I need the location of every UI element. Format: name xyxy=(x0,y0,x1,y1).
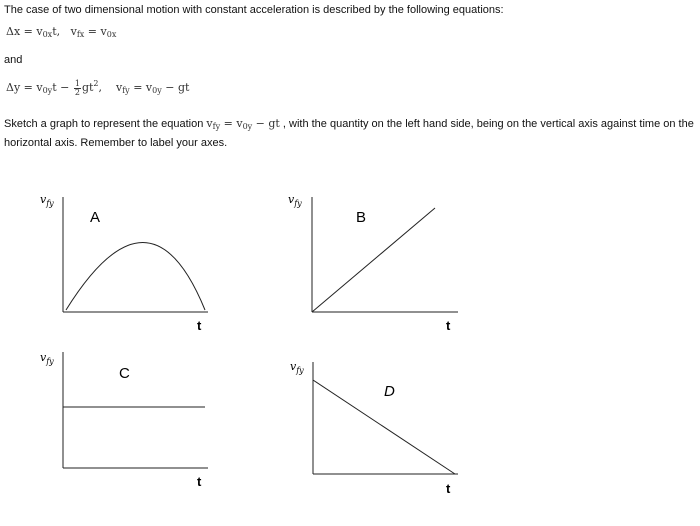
graph-c-xlabel: t xyxy=(197,474,202,489)
instruction-equation: $v_{fy} = v_{0y}$ − gt xyxy=(206,117,280,131)
graph-a xyxy=(40,193,208,333)
graph-a-ylabel: $v_{fy}$ xyxy=(40,193,54,208)
graph-b-xlabel: t xyxy=(446,318,451,333)
graph-a-curve xyxy=(66,243,205,311)
graph-b-label: B xyxy=(356,209,367,226)
graph-d-ylabel: $v_{fy}$ xyxy=(290,360,304,375)
equation-vertical-motion: $\Delta y = v_{0y}t$ − $\frac{1}{2}$ $gt^2$, $v_{fy} = v_{0y}$ − gt xyxy=(6,78,190,97)
graph-d xyxy=(290,360,458,496)
graph-c xyxy=(40,351,208,489)
graph-d-xlabel: t xyxy=(446,481,451,496)
graph-b-line xyxy=(312,208,435,312)
graph-b-ylabel: $v_{fy}$ xyxy=(288,193,302,208)
graph-b xyxy=(288,193,458,333)
graph-a-xlabel: t xyxy=(197,318,202,333)
graph-d-label: D xyxy=(384,383,395,400)
instruction-text: Sketch a graph to represent the equation $v_{fy} = v_{0y}$ − gt , with the quantity on the left hand side, being on the vertical axis against time on the horizontal axis. Remember to label your axes. xyxy=(4,117,694,149)
equation-horizontal-motion: $\Delta x = v_{0x}t$, $v_{fx} = v_{0x}$ xyxy=(6,25,117,39)
graph-c-label: C xyxy=(119,365,130,382)
intro-text: The case of two dimensional motion with constant acceleration is described by the following equations: xyxy=(4,4,504,16)
graph-c-ylabel: $v_{fy}$ xyxy=(40,351,54,366)
and-text: and xyxy=(4,54,23,66)
fraction-one-half: $\frac{1}{2}$ xyxy=(74,78,80,97)
graph-a-label: A xyxy=(90,209,101,226)
